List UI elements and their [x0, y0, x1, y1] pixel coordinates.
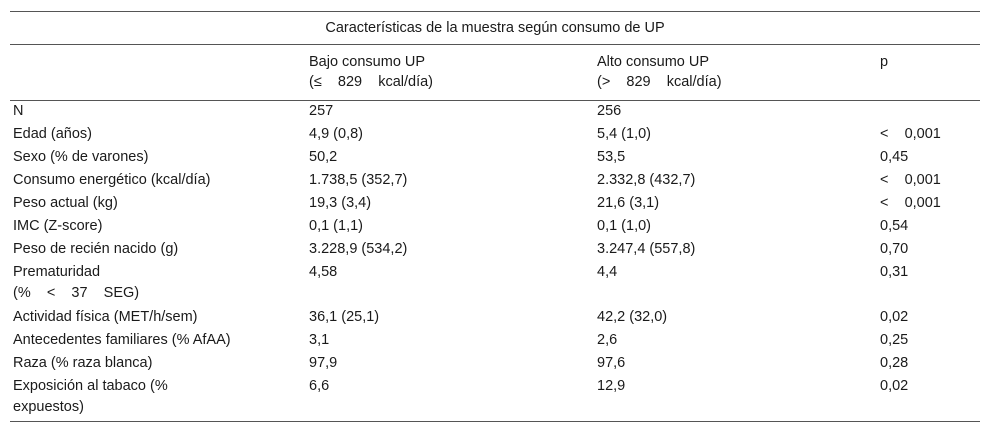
characteristics-table: [10, 11, 980, 422]
header-alto-title: Alto consumo UP: [597, 54, 710, 70]
table-caption: Características de la muestra según consumo de UP: [10, 12, 980, 45]
row-label-line1: Prematuridad: [13, 264, 101, 280]
cell-p: 0,70: [880, 241, 909, 257]
cell-alto: 256: [597, 103, 622, 119]
cell-p: 0,54: [880, 218, 909, 234]
header-p-value: p: [877, 45, 980, 101]
row-label: N: [13, 103, 24, 119]
row-label-line1: Exposición al tabaco (%: [13, 378, 168, 394]
cell-bajo: 19,3 (3,4): [309, 195, 372, 211]
cell-p: < 0,001: [880, 126, 941, 142]
cell-alto: 4,4: [597, 264, 618, 280]
cell-p: [877, 101, 980, 125]
table-row: [10, 239, 980, 262]
header-bajo-consumo: [306, 45, 594, 101]
table-row: [10, 262, 980, 307]
row-label: Peso actual (kg): [13, 195, 118, 211]
row-label: Actividad física (MET/h/sem): [13, 309, 198, 325]
table-row: [10, 216, 980, 239]
row-label: Sexo (% de varones): [13, 149, 149, 165]
table-row: [10, 353, 980, 376]
header-alto-range: (> 829 kcal/día): [597, 74, 722, 90]
cell-bajo: 3,1: [309, 332, 330, 348]
cell-bajo: 4,58: [309, 264, 338, 280]
table-row: [10, 101, 980, 125]
row-label: [10, 376, 306, 422]
cell-bajo: 36,1 (25,1): [309, 309, 380, 325]
table-row: [10, 307, 980, 330]
cell-p: 0,31: [880, 264, 909, 280]
cell-alto: 2.332,8 (432,7): [597, 172, 696, 188]
table-row: [10, 170, 980, 193]
cell-alto: 0,1 (1,0): [597, 218, 651, 234]
cell-bajo: 4,9 (0,8): [309, 126, 363, 142]
row-label: Edad (años): [13, 126, 92, 142]
table-row: [10, 376, 980, 422]
table-row: [10, 193, 980, 216]
row-label: [10, 262, 306, 307]
characteristics-table-container: [10, 11, 980, 422]
row-label: Consumo energético (kcal/día): [13, 172, 211, 188]
cell-alto: 21,6 (3,1): [597, 195, 660, 211]
cell-bajo: 3.228,9 (534,2): [309, 241, 408, 257]
table-row: [10, 330, 980, 353]
cell-alto: 42,2 (32,0): [597, 309, 668, 325]
row-label: IMC (Z-score): [13, 218, 103, 234]
header-bajo-range: (≤ 829 kcal/día): [309, 74, 434, 90]
table-row: [10, 124, 980, 147]
row-label: Antecedentes familiares (% AfAA): [13, 332, 231, 348]
row-label: Peso de recién nacido (g): [13, 241, 179, 257]
cell-p: < 0,001: [880, 195, 941, 211]
cell-p: 0,25: [880, 332, 909, 348]
cell-alto: 5,4 (1,0): [597, 126, 651, 142]
table-row: [10, 147, 980, 170]
cell-p: 0,45: [880, 149, 909, 165]
header-bajo-title: Bajo consumo UP: [309, 54, 426, 70]
cell-alto: 53,5: [597, 149, 626, 165]
table-caption-row: [10, 12, 980, 45]
cell-alto: 3.247,4 (557,8): [597, 241, 696, 257]
row-label-line2: (% < 37 SEG): [13, 285, 140, 301]
cell-bajo: 1.738,5 (352,7): [309, 172, 408, 188]
cell-bajo: 0,1 (1,1): [309, 218, 363, 234]
cell-bajo: 97,9: [309, 355, 338, 371]
cell-bajo: 257: [309, 103, 334, 119]
cell-p: 0,28: [880, 355, 909, 371]
cell-alto: 97,6: [597, 355, 626, 371]
row-label-line2: expuestos): [13, 399, 84, 415]
cell-alto: 2,6: [597, 332, 618, 348]
cell-bajo: 6,6: [306, 376, 594, 422]
table-header-row: [10, 45, 980, 101]
cell-alto: 12,9: [594, 376, 877, 422]
cell-p: 0,02: [877, 376, 980, 422]
header-alto-consumo: [594, 45, 877, 101]
header-variable: [10, 45, 306, 101]
cell-bajo: 50,2: [309, 149, 338, 165]
cell-p: 0,02: [880, 309, 909, 325]
cell-p: < 0,001: [880, 172, 941, 188]
row-label: Raza (% raza blanca): [13, 355, 153, 371]
